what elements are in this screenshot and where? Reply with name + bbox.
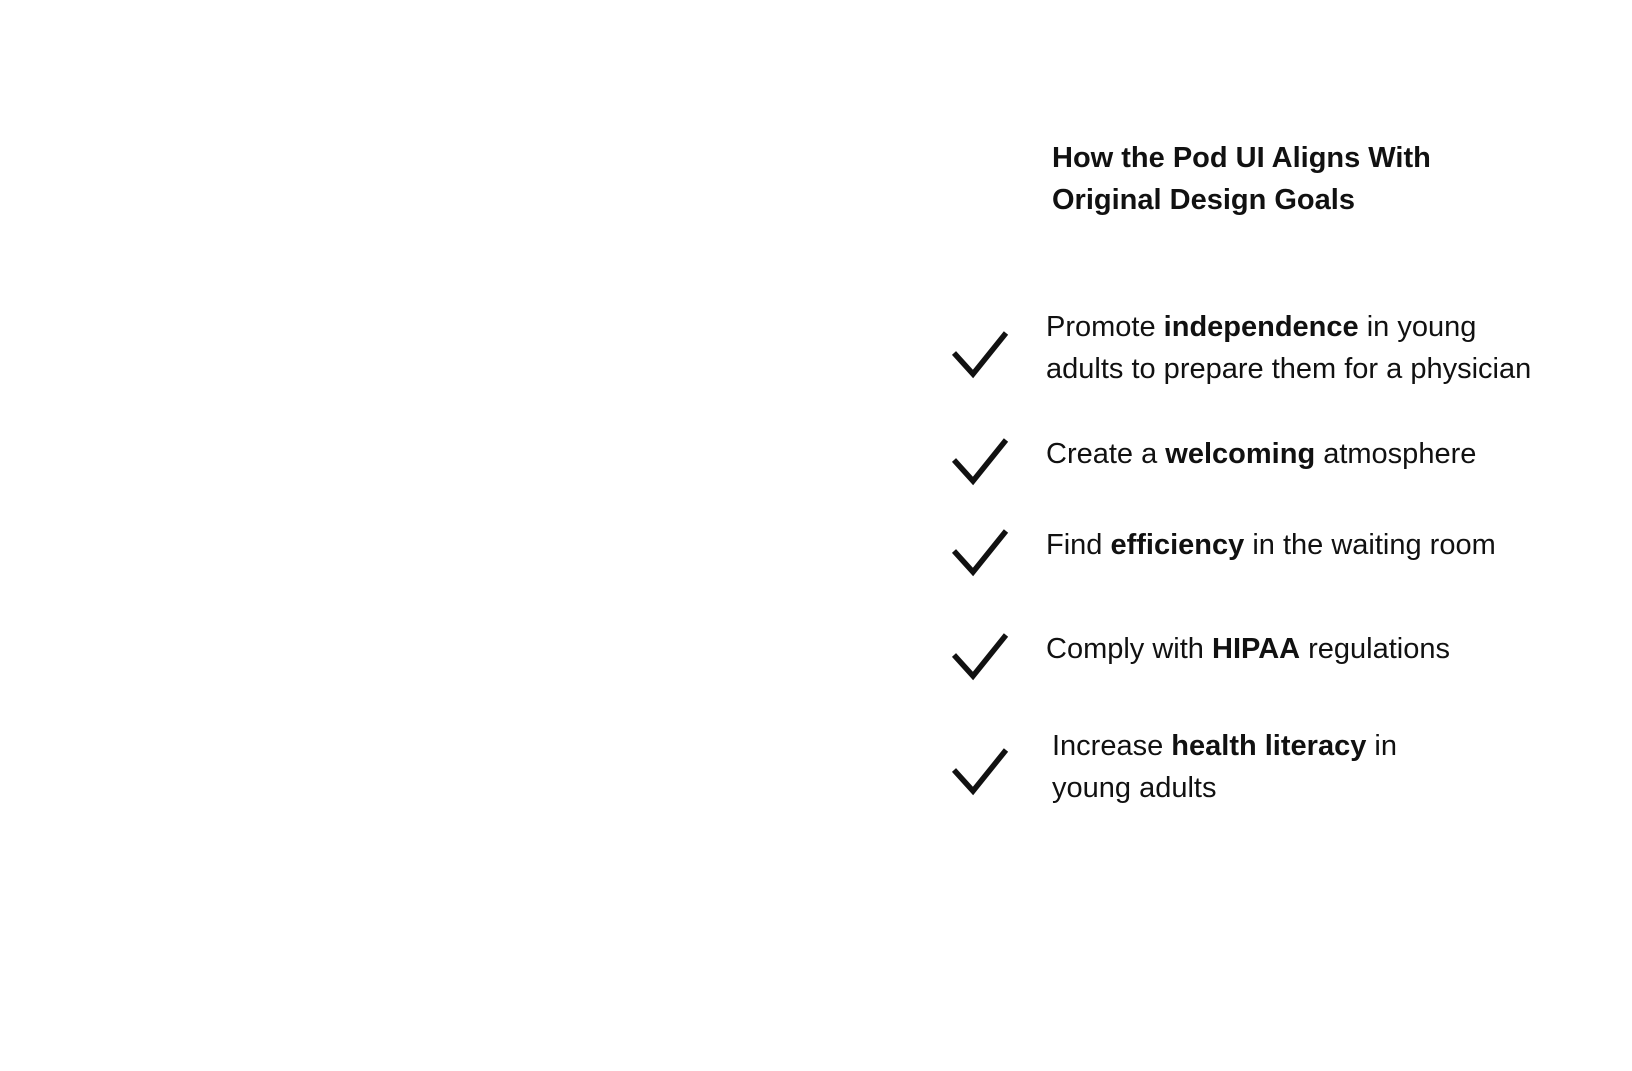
goal-text-after: in [1366,730,1397,762]
goal-text [1052,725,1612,809]
goal-item-welcoming [950,433,1622,523]
goal-item-health-literacy [950,725,1622,815]
goal-text-before: Create a [1046,438,1166,470]
goal-keyword: health literacy [1171,730,1367,762]
check-icon [950,743,1010,797]
goal-text-before: Increase [1052,730,1172,762]
goal-text-before: Comply with [1046,633,1212,665]
goal-text-after: atmosphere [1315,438,1477,470]
goal-text [1046,524,1606,566]
check-icon [950,326,1010,380]
goal-text-line2: young adults [1052,772,1217,804]
goal-keyword: HIPAA [1212,633,1301,665]
title-line-2: Original Design Goals [1052,184,1355,216]
goal-text-line2: adults to prepare them for a physician [1046,353,1532,385]
check-icon [950,628,1010,682]
goal-text-after: in the waiting room [1244,529,1496,561]
goal-text [1046,628,1606,670]
goal-text-after: regulations [1300,633,1451,665]
goal-item-efficiency [950,524,1622,614]
check-icon [950,433,1010,487]
goal-keyword: independence [1163,311,1359,343]
page-title [1052,137,1572,221]
check-icon [950,524,1010,578]
goal-item-hipaa [950,628,1622,718]
title-line-1: How the Pod UI Aligns With [1052,142,1431,174]
goal-text-after: in young [1358,311,1477,343]
goal-item-independence [950,306,1622,396]
goal-text [1046,306,1606,390]
goal-keyword: welcoming [1165,438,1316,470]
goal-text [1046,433,1606,475]
goal-text-before: Find [1046,529,1111,561]
goal-keyword: efficiency [1110,529,1245,561]
goal-text-before: Promote [1046,311,1164,343]
